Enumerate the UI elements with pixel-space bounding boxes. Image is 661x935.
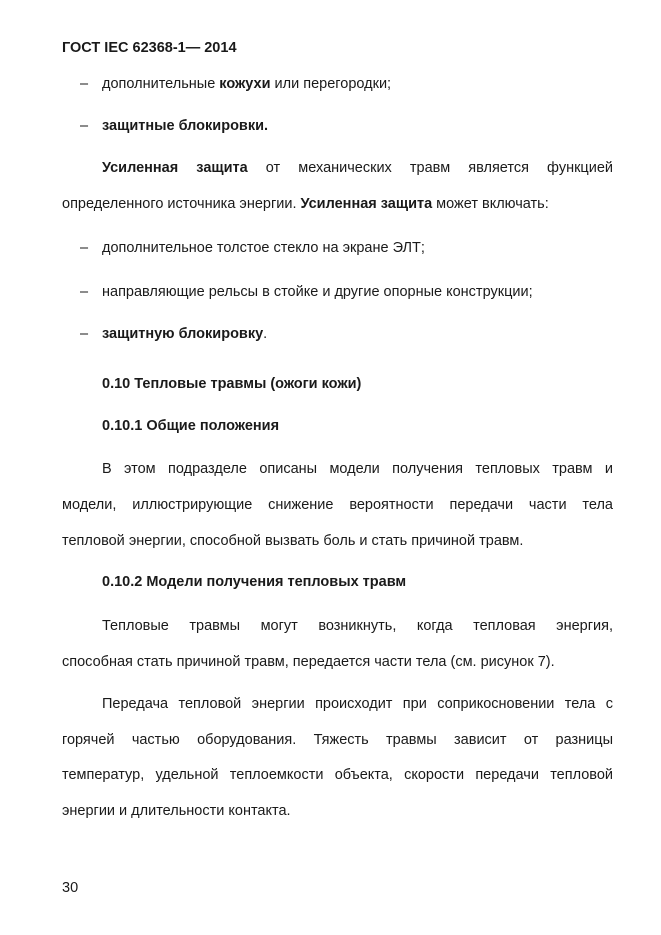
paragraph-line: Передача тепловой энергии происходит при соприкосновении тела с — [102, 696, 613, 712]
subsection-heading: 0.10.2 Модели получения тепловых травм — [102, 574, 407, 590]
paragraph-line: тепловой энергии, способной вызвать боль и стать причиной травм. — [62, 533, 524, 549]
list-dash: – — [80, 118, 89, 134]
document-header: ГОСТ IEC 62368-1— 2014 — [62, 40, 237, 56]
paragraph-line: Тепловые травмы могут возникнуть, когда тепловая энергия, — [102, 618, 613, 634]
paragraph-line: В этом подразделе описаны модели получения тепловых травм и — [102, 461, 613, 477]
section-heading: 0.10 Тепловые травмы (ожоги кожи) — [102, 376, 362, 392]
paragraph-line: горячей частью оборудования. Тяжесть травмы зависит от разницы — [62, 732, 613, 748]
paragraph-line: Усиленная защита от механических травм является функцией — [102, 160, 613, 176]
list-item-text: дополнительное толстое стекло на экране ЭЛТ; — [102, 240, 425, 256]
paragraph-line: модели, иллюстрирующие снижение вероятности передачи части тела — [62, 497, 613, 513]
list-dash: – — [80, 76, 89, 92]
list-dash: – — [80, 326, 89, 342]
list-item-text: направляющие рельсы в стойке и другие опорные конструкции; — [102, 284, 533, 300]
page-number: 30 — [62, 880, 79, 896]
paragraph-line: способная стать причиной травм, передается части тела (см. рисунок 7). — [62, 654, 555, 670]
list-item-text: защитные блокировки. — [102, 118, 269, 134]
list-dash: – — [80, 240, 89, 256]
subsection-heading: 0.10.1 Общие положения — [102, 418, 280, 434]
paragraph-line: энергии и длительности контакта. — [62, 803, 291, 819]
list-dash: – — [80, 284, 89, 300]
paragraph-line: определенного источника энергии. Усиленная защита может включать: — [62, 196, 549, 212]
list-item-text: дополнительные кожухи или перегородки; — [102, 76, 392, 92]
paragraph-line: температур, удельной теплоемкости объекта, скорости передачи тепловой — [62, 767, 613, 783]
list-item-text: защитную блокировку. — [102, 326, 268, 342]
